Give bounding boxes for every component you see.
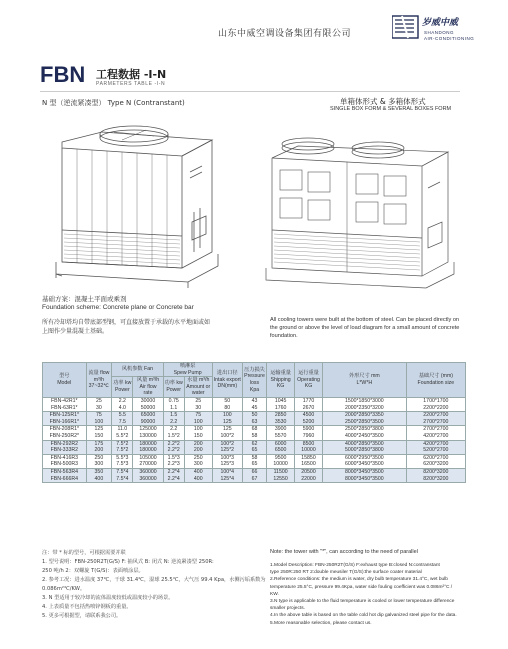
cell-value: FBN-563R4 [50,468,78,475]
table-row [43,440,466,454]
cell-value: 15850 [301,454,316,461]
footnote-en-line: 1.Model Description: FBN-250R2T(G/S) F:exhaust type B:closed N:contranstant [270,563,440,568]
footnote-en-line: temperature 25.5°C, pressure 99.4Kpa, water side fouling coefficient was 0.086m²°C / [270,584,453,590]
cell-value: 100*2 [220,440,235,447]
logo-text-cn: 岁威中威 [422,18,459,28]
cell-value: 1.5*3 [167,454,180,461]
cell-value: 2000*2850*3350 [344,412,384,419]
table-cell-water [184,454,212,468]
cell-value: 75 [195,412,202,419]
cell-value: 400 [94,475,104,482]
footnote-cn-line: 3. N 型适用于较冷却的流体温度较低或温度较小的场景。 [42,595,174,601]
cell-value: 7.5*4 [116,468,129,475]
table-cell-air [133,426,163,440]
cell-value: 270000 [139,461,157,468]
table-cell-air [133,440,163,454]
install-note-cn [42,318,252,336]
table-cell-water [184,397,212,411]
install-note-cn-line: 所有冷却塔均自带底部型钢，可直接放置于承载的水平地面或如 [42,319,211,326]
footnote-en-title: Note: the tower with "*", can according to the need of parallel [270,549,418,555]
type-label: N 型（逆流紧凑型） Type N (Contranstant) [42,99,185,107]
foundation-scheme-cn: 基础方案：混凝土平面或乘剂 [42,295,127,303]
table-cell-oper [295,412,323,426]
cell-value: 2.2 [170,426,178,433]
cell-value: 75 [95,412,102,419]
cell-value: 200 [94,447,104,454]
footnote-en-line: smaller projects. [270,606,305,612]
cell-value: 50 [251,412,258,419]
cell-value: 100 [222,412,232,419]
table-cell-flow [86,397,112,411]
cell-value: 1700*1700 [423,397,449,404]
table-cell-fan_power [112,454,133,468]
col-fan-power: 功率 kw Power [112,377,133,398]
table-cell-fan_power [112,468,133,482]
cell-value: 1045 [274,397,287,404]
cell-value: 8000*3450*3500 [344,475,384,482]
table-cell-air [133,412,163,426]
cell-value: 1.1 [170,404,178,411]
footnote-cn-line: 250 吨/h 2：双螺旋 T(G/S)：表面喷涂层。 [42,568,144,574]
install-note-en-line: All cooling towers were built at the bottom of steel. Can be placed directly on [270,317,460,323]
cell-value: 8000*3450*3500 [344,468,384,475]
cell-value: 11500 [273,468,288,475]
cell-value: 5570 [274,432,287,439]
cell-value: 11.0 [117,426,128,433]
cell-value: 4200*2700 [423,432,449,439]
cell-value: 2500*2850*3500 [344,418,384,425]
cell-value: 2200*2700 [423,412,449,419]
cell-value: 400 [193,475,203,482]
table-cell-ship [267,426,295,440]
cell-value: 43 [251,397,258,404]
cell-value: 1500*1850*3000 [344,397,384,404]
cell-value: 6000*2950*3500 [344,454,384,461]
cell-value: 2.2*2 [167,447,180,454]
cell-value: 2700*2700 [423,418,449,425]
cell-value: 200 [193,440,203,447]
col-fan: 风机参数 Fan [112,363,163,377]
footnote-en-line: 3.N type is applicable to the fluid temperature is cooled or lower temperature difference [270,599,455,605]
cell-value: 4200*2700 [423,440,449,447]
table-cell-oper [295,440,323,454]
cell-value: 125000 [139,426,157,433]
col-pressure: 压力损失 Pressure loss Kpa [242,363,266,398]
table-cell-models [43,412,87,426]
table-cell-pressure [242,412,266,426]
cell-value: 180000 [139,440,157,447]
table-cell-models [43,426,87,440]
cell-value: 22000 [301,475,316,482]
cell-value: 125*2 [220,447,235,454]
cell-value: 0.75 [168,397,179,404]
table-cell-pump_power [163,468,184,482]
cell-value: 250 [94,454,104,461]
logo-text-en-2: AIR-CONDITIONING [424,36,475,41]
footnote-cn-line: 注：带 * 标的型号，可根据需要并联 [42,550,126,556]
table-cell-ship [267,454,295,468]
table-cell-fan_power [112,397,133,411]
table-cell-pump_power [163,440,184,454]
col-flow: 流量 flow m³/h 37~32℃ [86,363,112,398]
table-cell-found [406,426,465,440]
cell-value: 5200*2700 [423,447,449,454]
cell-value: 150 [193,432,203,439]
cell-value: 1.5*2 [167,432,180,439]
cell-value: 300 [193,461,203,468]
cell-value: 67 [251,475,258,482]
cell-value: 16500 [301,461,316,468]
cell-value: FBN-208R1* [49,426,79,433]
cell-value: 350 [94,468,104,475]
cell-value: 2.2*2 [167,440,180,447]
cell-value: 2670 [302,404,315,411]
table-cell-found [406,412,465,426]
table-cell-ship [267,468,295,482]
table-cell-inlet [212,454,242,468]
table-cell-fan_power [112,440,133,454]
cell-value: FBN-333R2 [50,447,78,454]
table-cell-pressure [242,440,266,454]
table-cell-models [43,454,87,468]
cell-value: 180000 [139,447,157,454]
cell-value: 30000 [140,397,156,404]
cell-value: 4000*2450*3500 [344,432,384,439]
table-cell-found [406,440,465,454]
footnotes-cn [42,549,266,621]
table-cell-models [43,397,87,411]
cell-value: FBN-500R3 [50,461,78,468]
table-cell-pump_power [163,412,184,426]
table-cell-ship [267,440,295,454]
cell-value: 100*3 [220,454,235,461]
cell-value: 65 [251,461,258,468]
cell-value: 9500 [274,454,287,461]
table-cell-flow [86,440,112,454]
table-cell-pressure [242,454,266,468]
table-cell-dims [322,468,406,482]
cell-value: 150 [94,432,104,439]
cell-value: 100 [94,418,104,425]
table-cell-pump_power [163,397,184,411]
cell-value: 80 [224,404,231,411]
cell-value: 50000 [140,404,156,411]
install-note-en-line: the ground or above the level of load diagram for a small amount of concrete [270,325,460,331]
col-dims: 外形尺寸 mm L*W*H [322,363,406,398]
install-note-en-line: foundation. [270,333,298,339]
table-cell-oper [295,468,323,482]
table-row [43,426,466,440]
cell-value: 2000*2350*3200 [344,404,384,411]
cell-value: 125 [222,418,232,425]
cell-value: FBN-63R1* [51,404,78,411]
table-cell-air [133,397,163,411]
table-cell-oper [295,397,323,411]
col-pump-power: 功率 kw Power [163,377,184,398]
cell-value: 250 [193,454,203,461]
footnote-cn-line: 0.086m²℃/KW。 [42,586,86,592]
cell-value: 8200*3200 [423,468,449,475]
footnote-en-line: 4.In the above table is based on the table cold hot dip galvanized steel pipe for the data. [270,613,457,619]
table-cell-flow [86,426,112,440]
cell-value: 2.2*3 [167,461,180,468]
cell-value: 7.5*4 [116,475,129,482]
table-row [43,412,466,426]
table-cell-air [133,468,163,482]
logo-text-en-1: SHANDONG [424,30,455,35]
cell-value: 2700*2700 [423,426,449,433]
cell-value: 100 [193,418,203,425]
cell-value: 68 [251,426,258,433]
cell-value: 10000 [273,461,288,468]
table-cell-oper [295,426,323,440]
footnote-cn-line: 5. 更多可根据型，请联系我公司。 [42,613,122,619]
col-model: 型号 Model [43,363,87,398]
cell-value: 7.5*2 [116,447,129,454]
cell-value: 4000*2850*3500 [344,440,384,447]
cell-value: 3530 [274,418,287,425]
footnote-en-line: KW. [270,591,279,597]
table-row [43,454,466,468]
footnote-en-line: type 250R:250 RT 2:double meusiler T(G/S):the surface coater material [270,570,422,576]
cell-value: 1.5 [170,412,178,419]
cell-value: 4500 [302,412,315,419]
col-shipping: 运输重量 Shipping KG [267,363,295,398]
cell-value: 1760 [274,404,287,411]
cell-value: 63 [251,418,258,425]
cell-value: 125 [94,426,104,433]
footnote-cn-line: 2. 参考工况：进水温度 37℃，干球 31.4℃，湿球 25.5℃，大气压 99.4 Kpa，水侧污垢系数为 [42,577,266,583]
col-pump: 喷淋泵 Spew Pump [163,363,212,377]
table-cell-fan_power [112,412,133,426]
table-cell-dims [322,454,406,468]
cell-value: 125 [222,426,232,433]
cell-value: 400 [193,468,203,475]
cell-value: 125*3 [220,461,235,468]
table-cell-flow [86,468,112,482]
cell-value: FBN-125R1* [49,412,79,419]
cell-value: FBN-416R3 [50,454,78,461]
table-cell-inlet [212,412,242,426]
cell-value: 65000 [140,412,156,419]
col-inlet: 进出口径 Intak export DN(mm) [212,363,242,398]
cell-value: 2500*2850*3800 [344,426,384,433]
table-cell-oper [295,454,323,468]
cell-value: 8200*3200 [423,475,449,482]
table-cell-water [184,412,212,426]
cell-value: 5200 [302,418,315,425]
table-cell-pressure [242,426,266,440]
company-name: 山东中威空调设备集团有限公司 [218,29,352,39]
cell-value: 45 [251,404,258,411]
multi-tower-drawing [258,118,468,298]
table-cell-flow [86,454,112,468]
cell-value: 65 [251,447,258,454]
cell-value: 30 [95,404,102,411]
foundation-scheme-en: Foundation scheme: Concrete plane or Concrete bar [42,304,194,311]
install-note-cn-line: 上图作少量混凝土基础。 [42,328,109,335]
single-tower-drawing [42,112,242,292]
cell-value: 5900 [302,426,315,433]
cell-value: 6500 [274,447,287,454]
cell-value: 66 [251,468,258,475]
cell-value: 20500 [301,468,316,475]
table-cell-pump_power [163,426,184,440]
cell-value: 6000*3450*3500 [344,461,384,468]
table-row [43,468,466,482]
cell-value: 5000*2850*3800 [344,447,384,454]
cell-value: 7.5*2 [116,440,129,447]
cell-value: 5.5 [118,412,126,419]
footnote-en-line: 5.More reasonable selection, please contact us. [270,620,372,626]
table-cell-pump_power [163,454,184,468]
cell-value: 2200*2200 [423,404,449,411]
cell-value: 5.5*2 [116,432,129,439]
cell-value: 7.5*3 [116,461,129,468]
cell-value: 30 [195,404,202,411]
cell-value: 360000 [139,468,157,475]
table-cell-dims [322,397,406,411]
table-cell-dims [322,426,406,440]
cell-value: 200 [193,447,203,454]
title-cn: 工程数据 -I-N [96,68,167,81]
cell-value: 6000 [274,440,287,447]
table-cell-dims [322,412,406,426]
cell-value: 50 [224,397,231,404]
footnote-en-line: 2.Reference conditions: the medium is water, dry bulb temperature 31.4°C, wet bulb [270,577,448,583]
cell-value: 62 [251,440,258,447]
table-cell-inlet [212,426,242,440]
title-divider [40,91,460,92]
cell-value: 360000 [139,475,157,482]
table-cell-water [184,440,212,454]
table-cell-ship [267,412,295,426]
model-title: FBN [40,62,86,87]
cell-value: 6200*2700 [423,454,449,461]
cell-value: 58 [251,454,258,461]
parameters-table [42,362,466,483]
form-label-en: SINGLE BOX FORM & SEVERAL BOXES FORM [330,106,452,112]
cell-value: 1770 [302,397,315,404]
cell-value: 3900 [274,426,287,433]
table-cell-found [406,397,465,411]
table-cell-inlet [212,397,242,411]
footnote-cn-line: 4. 上表质量不包括热喷锌钢板的重量。 [42,604,132,610]
table-cell-found [406,468,465,482]
cell-value: 100 [193,426,203,433]
cell-value: 105000 [139,454,157,461]
table-cell-pressure [242,468,266,482]
cell-value: 7.5 [118,418,126,425]
cell-value: 5.5*3 [116,454,129,461]
table-cell-found [406,454,465,468]
footnote-cn-line: 1. 型号说明：FBN-250R2T(G/S) F: 抽风式 B: 闭式 N: 逆流紧凑型 250R: [42,559,214,565]
cell-value: 12550 [273,475,288,482]
cell-value: 2.2 [118,397,126,404]
col-foundation: 基础尺寸 (mm) Foundation size [406,363,465,398]
cell-value: 2850 [274,412,287,419]
cell-value: 90000 [140,418,156,425]
cell-value: 25 [95,397,102,404]
form-label-cn: 单箱体形式 & 多箱体形式 [340,97,426,106]
cell-value: 7960 [302,432,315,439]
cell-value: 100*4 [220,468,235,475]
table-cell-models [43,468,87,482]
install-note-en [270,316,470,340]
cell-value: 58 [251,432,258,439]
cell-value: FBN-166R1* [49,418,79,425]
table-row [43,397,466,411]
cell-value: FBN-250R2* [49,432,79,439]
table-cell-water [184,426,212,440]
table-cell-inlet [212,468,242,482]
title-en: PARMETERS TABLE -I-N [96,81,166,87]
cell-value: FBN-292R2 [50,440,78,447]
cell-value: 300 [94,461,104,468]
table-cell-pressure [242,397,266,411]
table-cell-dims [322,440,406,454]
col-operating: 运行重量 Operating KG [295,363,323,398]
cell-value: 125*4 [220,475,235,482]
cell-value: FBN-42R1* [51,397,78,404]
col-pump-water: 水量 m³/h Amount or water [186,377,211,397]
cell-value: 130000 [139,432,157,439]
cell-value: 2.2*4 [167,468,180,475]
table-cell-ship [267,397,295,411]
table-cell-water [184,468,212,482]
cell-value: 100*2 [220,432,235,439]
table-cell-inlet [212,440,242,454]
table-cell-air [133,454,163,468]
cell-value: FBN-666R4 [50,475,78,482]
cell-value: 10000 [301,447,316,454]
cell-value: 8500 [302,440,315,447]
col-fan-air: 风量 m³/h Air flow rate [133,377,163,398]
table-cell-models [43,440,87,454]
cell-value: 175 [94,440,104,447]
cell-value: 6200*3200 [423,461,449,468]
cell-value: 25 [195,397,202,404]
footnotes-en [270,562,470,627]
cell-value: 2.2*4 [167,475,180,482]
table-cell-fan_power [112,426,133,440]
cell-value: 4.0 [118,404,126,411]
table-cell-flow [86,412,112,426]
cell-value: 2.2 [170,418,178,425]
